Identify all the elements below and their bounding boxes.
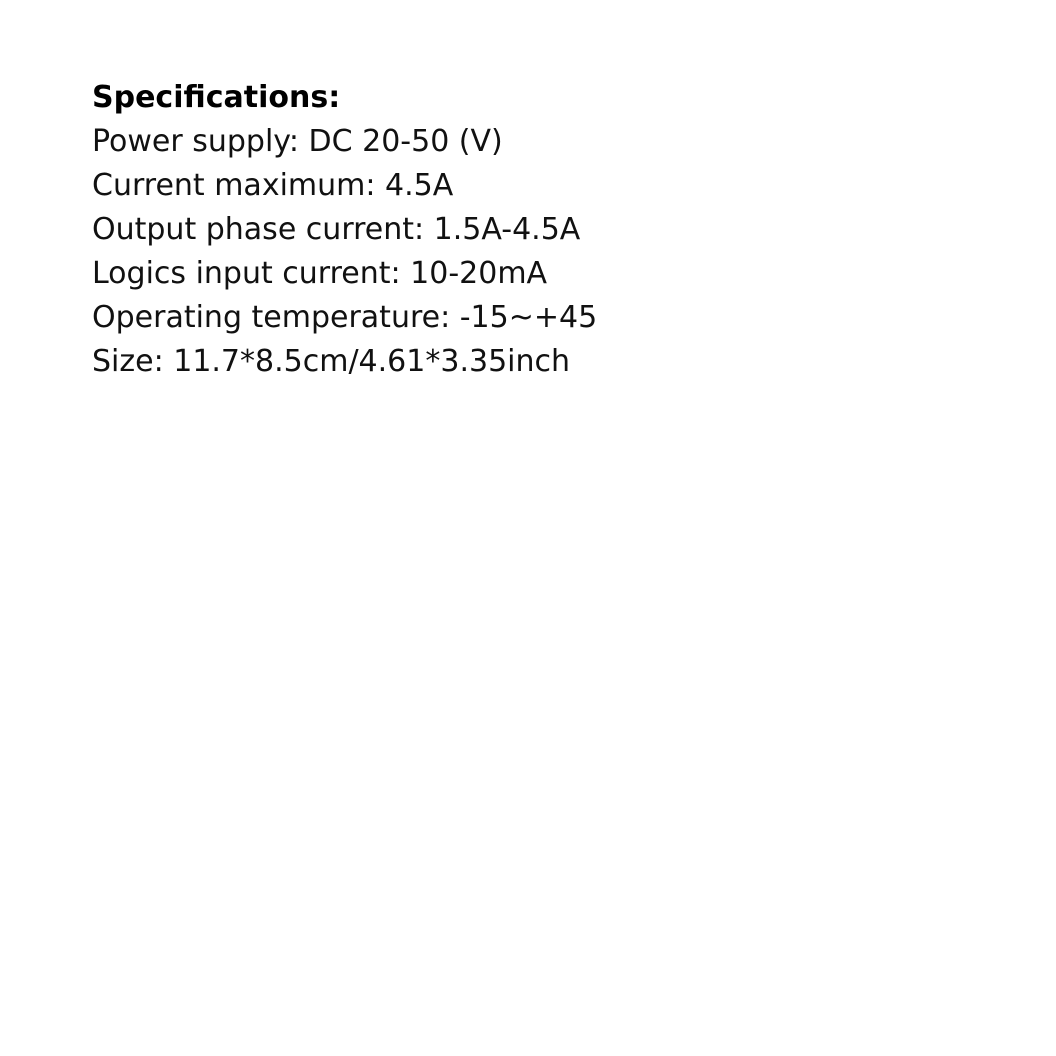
specifications-heading: Specifications: xyxy=(92,80,341,115)
spec-line-power-supply: Power supply: DC 20-50 (V) xyxy=(92,124,503,159)
spec-line-current-maximum: Current maximum: 4.5A xyxy=(92,168,454,203)
specifications-block xyxy=(92,76,952,384)
spec-line-size: Size: 11.7*8.5cm/4.61*3.35inch xyxy=(92,344,571,379)
spec-line-logics-input-current: Logics input current: 10-20mA xyxy=(92,256,548,291)
spec-line-operating-temperature: Operating temperature: -15~+45 xyxy=(92,300,598,335)
spec-line-output-phase-current: Output phase current: 1.5A-4.5A xyxy=(92,212,581,247)
